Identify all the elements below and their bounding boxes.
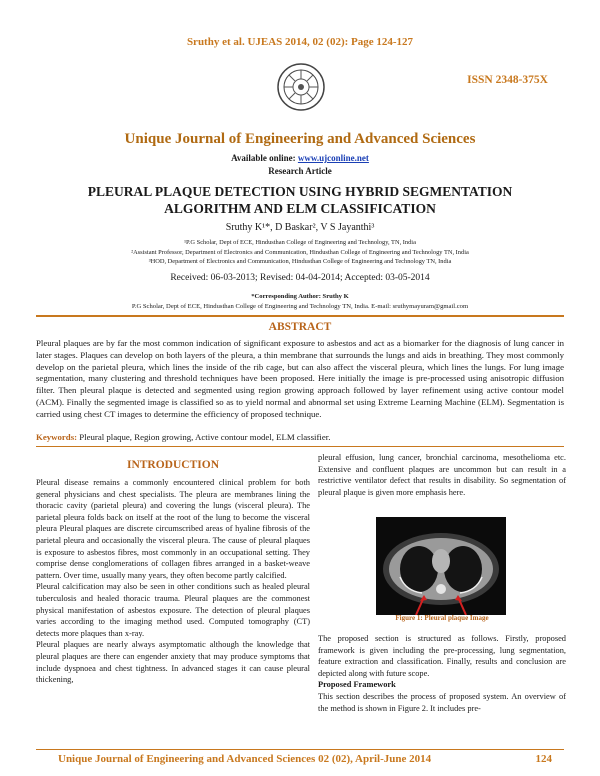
- abstract-text: Pleural plaques are by far the most common indication of significant exposure to asbestos and act as a biomarker for the diagnosis of lung cancer in later stages. Plaques can develop on both layers of the pleura, a thin membrane that surrounds the lungs and aids in breathing. They most commonly develop on the parietal pleura, which lines the inside of the rib cage, but can also affect the visceral pleura, which lines the lungs. For lung image segmentation, many clustering and threshold techniques have been proposed. Here initially the image is pre-processed using anisotropic diffusion filter. Then pleural plaque is detected and segmented using region growing approach followed by layer refinement using active contour model (ACM). Finally the segmented image is classified so as to yield normal and abnormal set using Extreme Learning Machine (ELM). Segmentation is carried using chest CT images to determine the efficiency of proposed technique.: [36, 338, 564, 419]
- framework-intro: The proposed section is structured as follows. Firstly, proposed framework is given including the pre-processing, lung segmentation, feature extraction and classification. Finally, results and conclusion are depicted along with future scope.: [318, 634, 566, 678]
- running-header: Sruthy et al. UJEAS 2014, 02 (02): Page 124-127: [186, 36, 414, 48]
- abstract-heading: ABSTRACT: [268, 321, 332, 333]
- footer-journal-issue: Unique Journal of Engineering and Advanced Sciences 02 (02), April-June 2014: [58, 753, 432, 765]
- page-number: 124: [535, 753, 552, 765]
- right-column-body: [318, 633, 566, 714]
- figure-caption: Figure 1: Pleural plaque Image: [395, 614, 489, 622]
- keywords-list: Pleural plaque, Region growing, Active contour model, ELM classifier.: [77, 432, 331, 442]
- framework-description: This section describes the process of proposed system. An overview of the method is shown in Figure 2. It includes pre-: [318, 691, 566, 713]
- corresponding-detail: P.G Scholar, Dept of ECE, Hindusthan College of Engineering and Technology TN, India. E-mail: sruthymayuram@gmail.com: [131, 302, 469, 310]
- introduction-body: [36, 477, 310, 686]
- footer-divider: [36, 749, 564, 750]
- article-type: Research Article: [268, 166, 332, 176]
- available-online: [0, 153, 600, 163]
- affiliation-1: ¹P.G Scholar, Dept of ECE, Hindusthan College of Engineering and Technology, TN, India: [184, 239, 416, 246]
- corresponding-author: [0, 292, 600, 311]
- article-dates: Received: 06-03-2013; Revised: 04-04-2014; Accepted: 03-05-2014: [170, 273, 430, 283]
- affiliation-2: ²Assistant Professor, Department of Electronics and Communication, Hindusthan College of Engineering and Technology TN, India: [131, 248, 469, 256]
- title-line-1: PLEURAL PLAQUE DETECTION USING HYBRID SEGMENTATION: [87, 184, 513, 199]
- author-list: Sruthy K¹*, D Baskar², V S Jayanthi³: [225, 222, 375, 233]
- journal-name: Unique Journal of Engineering and Advanced Sciences: [124, 131, 476, 147]
- intro-paragraph: Pleural disease remains a commonly encountered clinical problem for both general physicians and chest specialists. The pleura are membranes lining the thoracic cavity (parietal pleura) and covering the lungs (visceral pleura). The parietal pleura folds back on itself at the root of the lung to become the visceral pleura Pleural plaques are discrete circumscribed areas of hyaline fibrosis of the parietal pleura and occasionally the visceral pleura. The cause of pleural plaques is exposure to asbestos fibres, most commonly in an occupational setting. They comprise dense conglomerations of collagen fibres arranged in a basket-weave pattern. Over time, usually many years, they often become partly calcified.: [36, 478, 310, 580]
- journal-seal-icon: [276, 62, 326, 112]
- section-divider: [36, 446, 564, 447]
- issn-number: ISSN 2348-375X: [467, 74, 548, 86]
- journal-url-link[interactable]: www.ujconline.net: [297, 153, 369, 163]
- available-label: Available online:: [231, 153, 298, 163]
- intro-paragraph: Pleural calcification may also be seen in other conditions such as healed pleural tuberculosis and healed thoracic trauma. Pleural plaques are the commonest physical manifestation of asbestos exposure. The detection of pleural plaques varies according to the imaging method used. Computed tomography (CT) detects more plaques than x-ray.: [36, 582, 310, 638]
- title-line-2: ALGORITHM AND ELM CLASSIFICATION: [164, 201, 436, 216]
- introduction-heading: INTRODUCTION: [126, 459, 219, 471]
- keywords: [36, 432, 564, 442]
- paper-title: [0, 183, 600, 217]
- section-divider: [36, 315, 564, 317]
- affiliations: [40, 238, 560, 267]
- ct-scan-figure: [376, 517, 506, 615]
- right-column-text: pleural effusion, lung cancer, bronchial carcinoma, mesothelioma etc. Extensive and confluent plaques are uncommon but can result in a restrictive ventilator defect that results in disability. So segmentation of pleural plaque is given more emphasis here.: [318, 453, 566, 497]
- intro-paragraph: Pleural plaques are nearly always asymptomatic although the knowledge that pleural plaques are there can engender anxiety that may produce symptoms that include dyspnoea and chest tightness. In advanced stages it can cause pleural thickening,: [36, 640, 310, 685]
- keywords-label: Keywords:: [36, 432, 78, 442]
- corresponding-label: *Corresponding Author: Sruthy K: [251, 293, 349, 300]
- proposed-framework-heading: Proposed Framework: [318, 680, 396, 690]
- affiliation-3: ³HOD, Department of Electronics and Communication, Hindusthan College of Engineering and Technology TN, India: [148, 258, 452, 265]
